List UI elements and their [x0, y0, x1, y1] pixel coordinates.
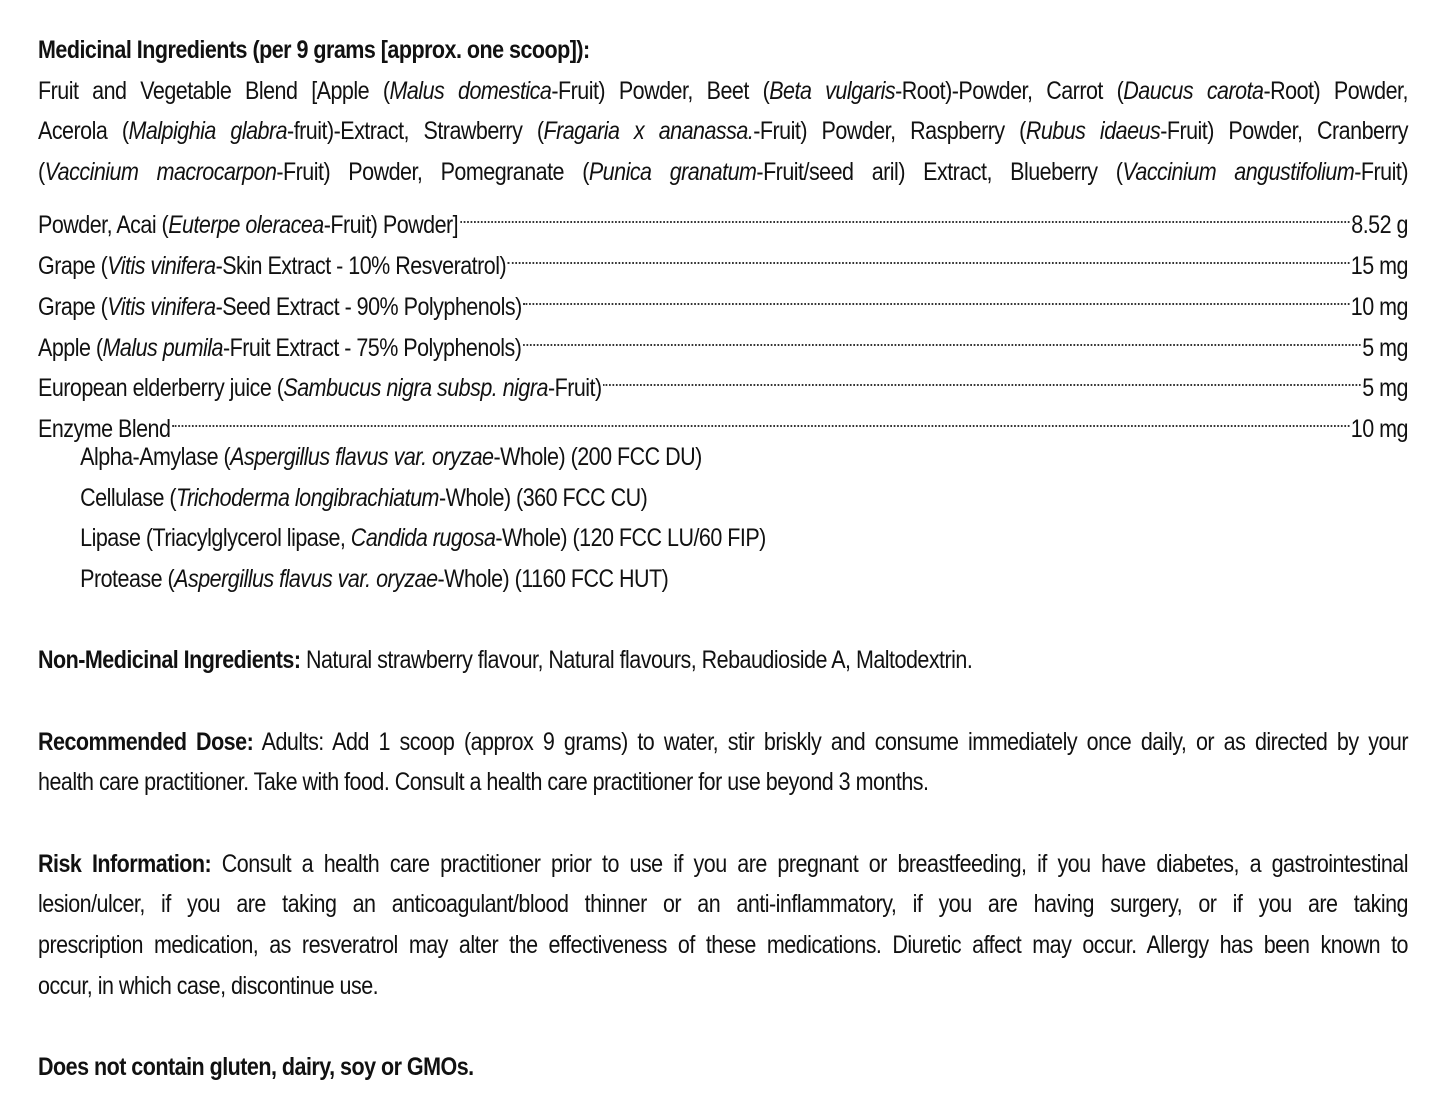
risk-line-2: lesion/ulcer, if you are taking an anticoagulant/blood thinner or an anti-inflammatory, if you are having surgery, or if you are taking: [38, 890, 1408, 919]
dot-leader: [508, 233, 1349, 274]
dose-line-2: health care practitioner. Take with food. Consult a health care practitioner for use beyond 3 months.: [38, 768, 929, 797]
dot-leader: [172, 396, 1349, 437]
dot-leader: [523, 274, 1349, 315]
dot-leader: [523, 315, 1360, 356]
non-medicinal-text: Natural strawberry flavour, Natural flavours, Rebaudioside A, Maltodextrin.: [300, 646, 973, 675]
grape-seed-row: Grape (Vitis vinifera-Seed Extract - 90% Polyphenols) 10 mg: [38, 274, 1408, 315]
allergen-statement: Does not contain gluten, dairy, soy or GMOs.: [38, 1053, 474, 1082]
risk-line-4: occur, in which case, discontinue use.: [38, 971, 379, 1000]
dose-line-1: Recommended Dose: Adults: Add 1 scoop (approx 9 grams) to water, stir briskly and consume immediately once daily, or as directed by your: [38, 727, 1408, 756]
enzyme-item: Protease (Aspergillus flavus var. oryzae-Whole) (1160 FCC HUT): [80, 564, 669, 593]
enzyme-blend-row: Enzyme Blend 10 mg: [38, 396, 1408, 437]
grape-skin-amount: 15 mg: [1350, 252, 1408, 281]
blend-amount: 8.52 g: [1351, 211, 1408, 240]
grape-skin-row: Grape (Vitis vinifera-Skin Extract - 10% Resveratrol) 15 mg: [38, 233, 1408, 274]
enzyme-amount: 10 mg: [1350, 414, 1408, 443]
risk-line-3: prescription medication, as resveratrol may alter the effectiveness of these medications. Diuretic affect may occur. Allergy has been known to: [38, 931, 1408, 960]
dose-label: Recommended Dose:: [38, 727, 254, 756]
ingredient-label: [38, 30, 1408, 1088]
dot-leader: [603, 356, 1360, 397]
non-medicinal-label: Non-Medicinal Ingredients:: [38, 646, 301, 675]
blend-line-2: Acerola (Malpighia glabra-fruit)-Extract, Strawberry (Fragaria x ananassa.-Fruit) Powder, Raspberry (Rubus idaeus-Fruit) Powder, Cranberry: [38, 117, 1408, 146]
apple-amount: 5 mg: [1362, 333, 1408, 362]
blend-line-4: Powder, Acai (Euterpe oleracea-Fruit) Powder] 8.52 g: [38, 193, 1408, 234]
enzyme-item: Cellulase (Trichoderma longibrachiatum-Whole) (360 FCC CU): [80, 483, 648, 512]
enzyme-item: Alpha-Amylase (Aspergillus flavus var. oryzae-Whole) (200 FCC DU): [80, 442, 702, 471]
non-medicinal-section: [38, 640, 1408, 681]
risk-label: Risk Information:: [38, 849, 212, 878]
elderberry-row: European elderberry juice (Sambucus nigra subsp. nigra-Fruit) 5 mg: [38, 356, 1408, 397]
enzyme-item: Lipase (Triacylglycerol lipase, Candida rugosa-Whole) (120 FCC LU/60 FIP): [80, 524, 766, 553]
elderberry-amount: 5 mg: [1362, 374, 1408, 403]
medicinal-heading: Medicinal Ingredients (per 9 grams [approx. one scoop]):: [38, 36, 590, 64]
blend-line-1: Fruit and Vegetable Blend [Apple (Malus domestica-Fruit) Powder, Beet (Beta vulgaris-Root)-Powder, Carrot (Daucus carota-Root) Powder,: [38, 76, 1408, 105]
dot-leader: [460, 193, 1350, 234]
grape-seed-amount: 10 mg: [1350, 292, 1408, 321]
blend-line-3: (Vaccinium macrocarpon-Fruit) Powder, Pomegranate (Punica granatum-Fruit/seed aril) Extract, Blueberry (Vaccinium angustifolium-Fruit): [38, 158, 1408, 187]
apple-row: Apple (Malus pumila-Fruit Extract - 75% Polyphenols) 5 mg: [38, 315, 1408, 356]
risk-line-1: Risk Information: Consult a health care practitioner prior to use if you are pregnant or breastfeeding, if you have diabetes, a gastrointestinal: [38, 849, 1408, 878]
